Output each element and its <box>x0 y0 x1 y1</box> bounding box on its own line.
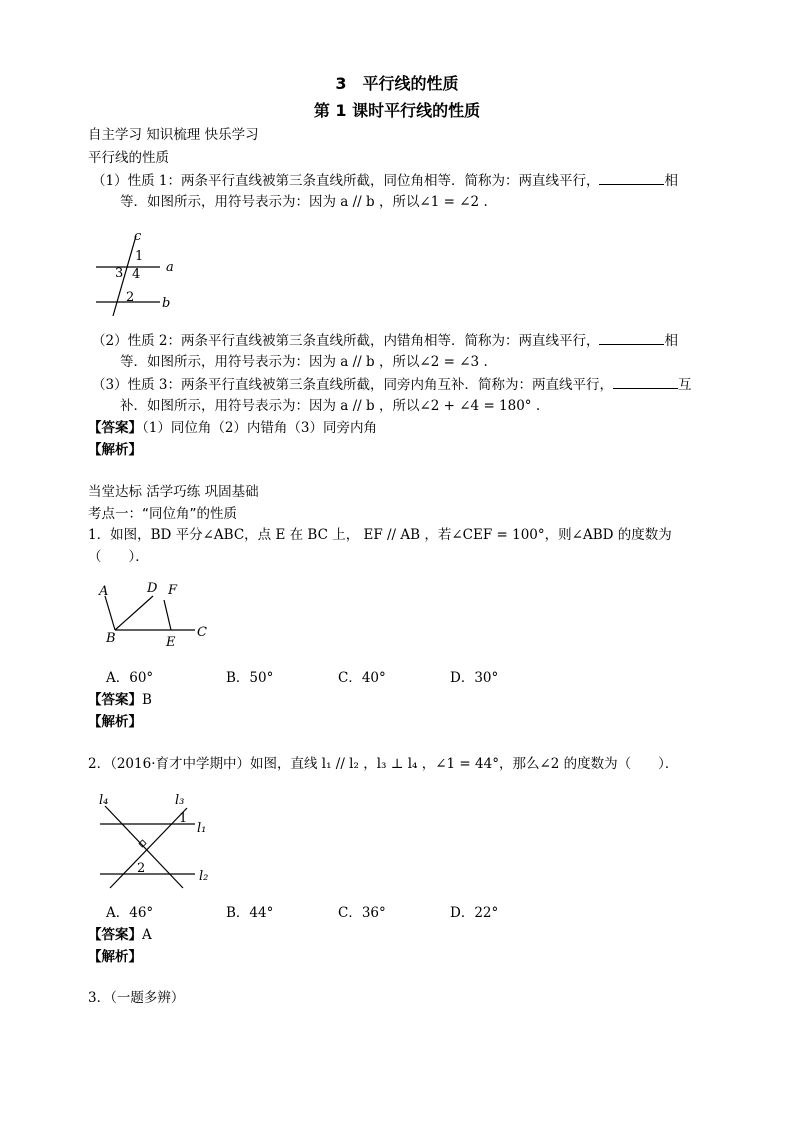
label-B: B <box>106 631 116 646</box>
page-subtitle: 第 1 课时平行线的性质 <box>313 101 481 120</box>
angle-1: 1 <box>179 811 188 826</box>
line-bd <box>115 596 153 630</box>
q1-answer <box>88 692 152 708</box>
property-1-line-2: 等．如图所示，用符号表示为：因为 a // b ，所以∠1 = ∠2 . <box>120 194 488 210</box>
line-l3 <box>110 808 187 888</box>
q1-answer-value: B <box>142 692 152 708</box>
label-l2: l₂ <box>199 869 209 884</box>
answer-label: 【答案】 <box>88 420 142 436</box>
fill-blank-1[interactable] <box>599 172 664 185</box>
q1-option-c[interactable]: C．40° <box>338 670 386 686</box>
section-heading-1: 自主学习 知识梳理 快乐学习 <box>88 127 259 143</box>
property-1-text: （1）性质 1：两条平行直线被第三条直线所截，同位角相等．简称为：两直线平行， <box>92 173 600 189</box>
q2-analysis: 【解析】 <box>88 949 142 965</box>
q2-option-a[interactable]: A．46° <box>106 905 154 921</box>
q2-answer <box>88 927 152 943</box>
property-2-line-1 <box>92 332 678 349</box>
figure-angle-bisector <box>95 578 215 653</box>
answer-1 <box>88 420 377 436</box>
property-1-tail: 相 <box>664 173 678 189</box>
analysis-1: 【解析】 <box>88 442 142 458</box>
property-1-line-1 <box>92 172 678 189</box>
question-1-line-2: （ ）． <box>88 549 149 565</box>
label-A: A <box>99 584 109 599</box>
q1-option-a[interactable]: A．60° <box>106 670 154 686</box>
q1-option-b[interactable]: B．50° <box>226 670 274 686</box>
property-3-line-1 <box>92 376 691 393</box>
label-E: E <box>166 635 176 650</box>
label-C: C <box>197 625 207 640</box>
angle-3: 3 <box>115 266 124 281</box>
topic-heading: 平行线的性质 <box>88 150 169 166</box>
question-1-line-1: 1．如图，BD 平分∠ABC，点 E 在 BC 上， EF // AB ，若∠CEF = 100°，则∠ABD 的度数为 <box>88 527 672 543</box>
angle-1: 1 <box>135 249 144 264</box>
label-l1: l₁ <box>197 821 207 836</box>
q2-option-b[interactable]: B．44° <box>226 905 274 921</box>
figure-parallel-lines <box>88 224 198 320</box>
q1-analysis: 【解析】 <box>88 714 142 730</box>
section-heading-2: 当堂达标 活学巧练 巩固基础 <box>88 484 259 500</box>
answer-label: 【答案】 <box>88 927 142 943</box>
q2-option-d[interactable]: D．22° <box>450 905 499 921</box>
label-b: b <box>162 296 171 311</box>
angle-2: 2 <box>126 290 135 305</box>
property-2-tail: 相 <box>664 333 678 349</box>
property-2-line-2: 等．如图所示，用符号表示为：因为 a // b ，所以∠2 = ∠3 . <box>120 354 488 370</box>
label-D: D <box>147 581 158 596</box>
label-c: c <box>134 229 142 244</box>
q2-option-c[interactable]: C．36° <box>338 905 386 921</box>
fill-blank-3[interactable] <box>613 376 678 389</box>
property-3-line-2: 补．如图所示，用符号表示为：因为 a // b ，所以∠2 + ∠4 = 180° . <box>120 398 541 414</box>
label-a: a <box>166 260 174 275</box>
q2-answer-value: A <box>142 927 152 943</box>
answer-text: （1）同位角（2）内错角（3）同旁内角 <box>142 420 378 436</box>
line-ba <box>105 596 115 630</box>
answer-label: 【答案】 <box>88 692 142 708</box>
property-3-tail: 互 <box>677 377 692 393</box>
label-l3: l₃ <box>175 793 185 808</box>
question-3-line-1: 3．（一题多辨） <box>88 990 185 1006</box>
fill-blank-2[interactable] <box>599 332 664 345</box>
q1-option-d[interactable]: D．30° <box>450 670 499 686</box>
property-3-text: （3）性质 3：两条平行直线被第三条直线所截，同旁内角互补．简称为：两直线平行， <box>92 377 613 393</box>
figure-perpendicular-lines <box>95 788 225 893</box>
label-l4: l₄ <box>99 793 109 808</box>
angle-2: 2 <box>137 861 146 876</box>
page-title: 3 平行线的性质 <box>335 74 459 93</box>
label-F: F <box>168 583 178 598</box>
angle-4: 4 <box>132 267 141 282</box>
property-2-text: （2）性质 2：两条平行直线被第三条直线所截，内错角相等．简称为：两直线平行， <box>92 333 600 349</box>
line-ef <box>164 600 171 630</box>
kaodian-heading: 考点一：“同位角”的性质 <box>88 506 237 522</box>
question-2-line-1: 2．（2016·育才中学期中）如图，直线 l₁ // l₂ ，l₃ ⊥ l₄ ，∠1 = 44°，那么∠2 的度数为（ ）． <box>88 756 679 772</box>
